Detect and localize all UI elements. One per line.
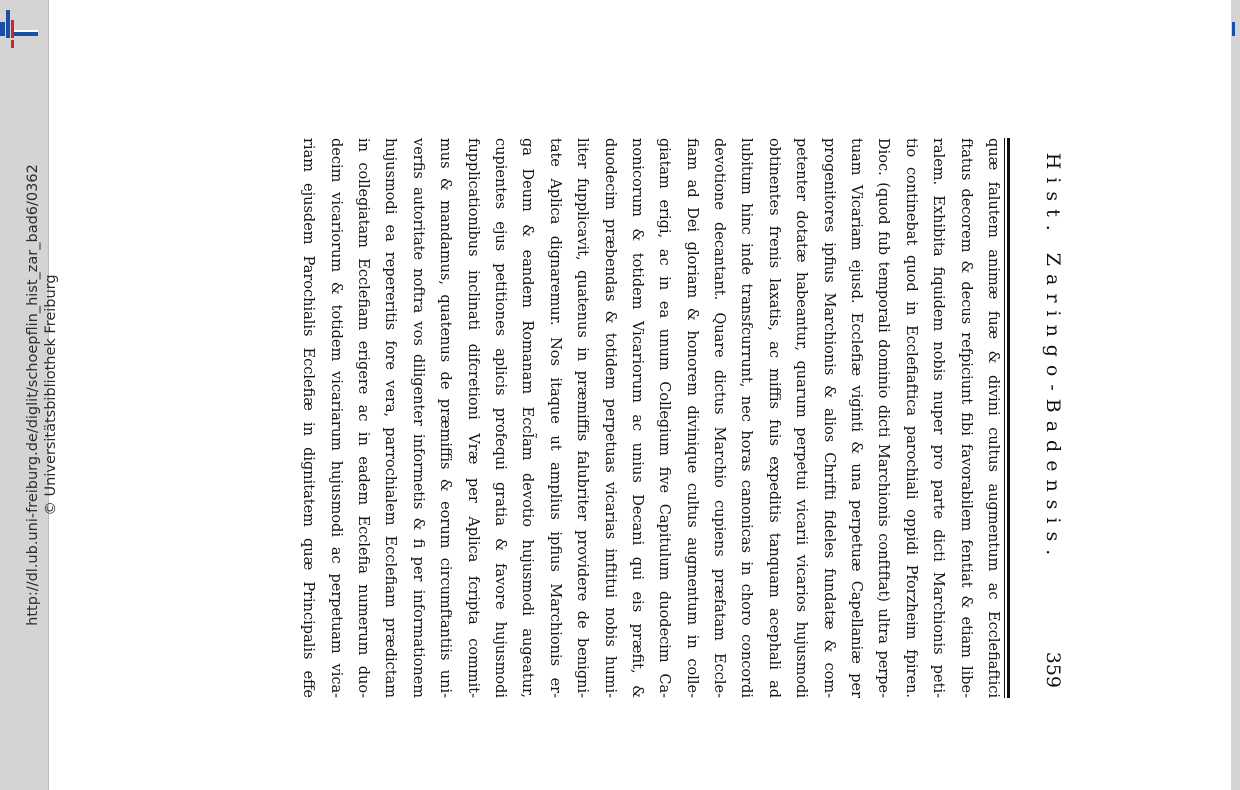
copyright-notice: © Universitätsbibliothek Freiburg — [43, 274, 59, 516]
running-header — [1038, 28, 1068, 688]
text-line: Dioc. (quod fub temporali dominio dicti Marchionis conftftat) ultra perpe- — [875, 138, 892, 698]
text-line: tio continebat quod in Ecclefiaftica parochiali oppidi Pforzheim fpiren. — [902, 138, 919, 698]
text-line: verfis autoritate noftra vos diligenter informetis & fi per informationem — [409, 138, 426, 698]
text-line: nonicorum & totidem Vicariorum ac unius Decani qui eis præfit, & — [628, 138, 645, 698]
text-line: mus & mandamus, quatenus de præmiffis & eorum circumftantiis uni- — [437, 138, 454, 698]
text-line: tuam Vicariam ejusd. Ecclefiæ viginti & una perpetuæ Capellaniæ per — [848, 138, 865, 698]
scanned-page — [278, 28, 1068, 698]
right-marker — [1232, 22, 1235, 36]
text-line: fiam ad Dei gloriam & honorem divinique cultus augmentum in colle- — [683, 138, 700, 698]
viewer-left-strip — [0, 0, 59, 790]
text-line: giatam erigi, ac in ea unum Collegium five Capitulum duodecim Ca- — [656, 138, 673, 698]
text-line: fupplicationibus inclinati difcretioni Vræ per Aplica fcripta commit- — [464, 138, 481, 698]
text-line: lubitum hinc inde transfcurrunt, nec horas canonicas in choro concordi — [738, 138, 755, 698]
viewer-right-strip — [1231, 0, 1240, 790]
header-title: Hist. Zaringo-Badensis. — [1042, 152, 1064, 564]
body-text — [294, 138, 1006, 698]
text-line: quæ falutem animæ fuæ & divini cultus augmentum ac Ecclefiaftici — [985, 138, 1001, 698]
text-line: hujusmodi ea repereritis fore vera, parrochialem Ecclefiam prædictam — [382, 138, 399, 698]
text-line: progenitores ipfius Marchionis & alios Chrifti fideles fundatæ & com- — [820, 138, 837, 698]
text-line: riam ejusdem Parochialis Ecclefiæ in dignitatem quæ Principalis effe — [300, 138, 317, 698]
source-attribution — [24, 0, 64, 790]
text-line: cupientes ejus petitiones aplicis profequi gratia & favore hujusmodi — [491, 138, 508, 698]
text-line: petenter dotatæ habeantur, quarum perpetui vicarii vicarios hujusmodi — [793, 138, 810, 698]
text-line: liter fupplicavit, quatenus in præmiffis falubriter providere de benigni- — [574, 138, 591, 698]
text-line: ralem. Exhibita fiquidem nobis nuper pro parte dicti Marchionis peti- — [930, 138, 947, 698]
page-number: 359 — [1042, 651, 1064, 688]
text-line: ga Deum & eandem Romanam Eccl̃am devotio hujusmodi augeatur, — [519, 138, 536, 698]
text-line: tate Aplica dignaremur. Nos itaque ut amplius ipfius Marchionis er- — [546, 138, 563, 698]
text-line: in collegiatam Ecclefiam erigere ac in eadem Ecclefia numerum duo- — [355, 138, 372, 698]
text-line: obtinentes frenis laxatis, ac miffis fuis expeditis tanquam acephali ad — [765, 138, 782, 698]
source-url[interactable]: http://dl.ub.uni-freiburg.de/diglit/schoepflin_hist_zar_bad6/0362 — [25, 164, 41, 626]
header-rule-thick — [1007, 138, 1010, 698]
text-line: devotione decantant. Quare dictus Marchio cupiens præfatam Eccle- — [711, 138, 728, 698]
text-line: duodecim præbendas & totidem perpetuas vicarias inftitui nobis humi- — [601, 138, 618, 698]
text-line: decim vicariorum & totidem vicariarum hujusmodi ac perpetuam vica- — [327, 138, 344, 698]
text-line: ftatus decorem & decus refpiciunt fibi favorabilem fentiat & etiam libe- — [957, 138, 974, 698]
